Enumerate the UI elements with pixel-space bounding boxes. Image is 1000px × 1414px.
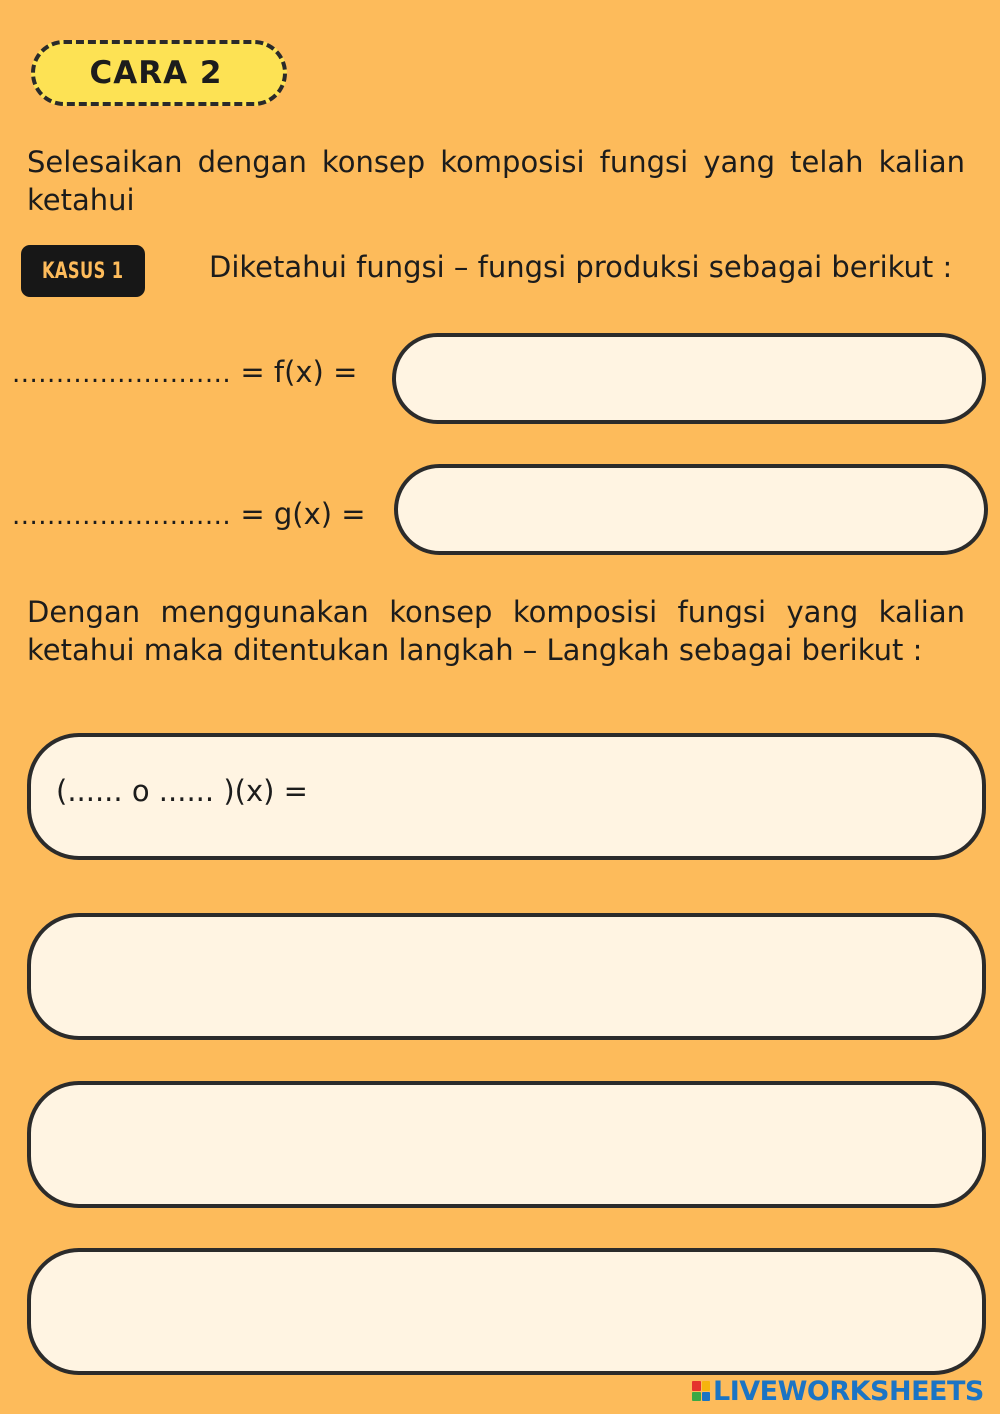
liveworksheets-watermark	[692, 1376, 984, 1406]
function-g-notation: = g(x) =	[231, 497, 366, 531]
title-badge-label: CARA 2	[89, 55, 223, 91]
step-4-box[interactable]	[27, 1248, 986, 1375]
function-g-blank: .........................	[12, 501, 232, 531]
liveworksheets-logo-icon	[692, 1381, 710, 1401]
steps-instruction: Dengan menggunakan konsep komposisi fungsi yang kalian ketahui maka ditentukan langkah – Langkah sebagai berikut :	[27, 595, 965, 667]
intro-instruction: Selesaikan dengan konsep komposisi fungsi yang telah kalian ketahui	[27, 145, 965, 217]
step-3-box[interactable]	[27, 1081, 986, 1208]
case-badge	[21, 245, 145, 297]
function-f-notation: = f(x) =	[231, 355, 358, 389]
function-f-label	[12, 355, 357, 389]
function-f-blank: .........................	[12, 359, 232, 389]
step-2-box[interactable]	[27, 913, 986, 1040]
title-badge	[31, 40, 287, 106]
function-g-answer-box[interactable]	[394, 464, 988, 555]
function-f-answer-box[interactable]	[392, 333, 986, 424]
watermark-text: LIVEWORKSHEETS	[713, 1375, 984, 1407]
case-description: Diketahui fungsi – fungsi produksi sebagai berikut :	[209, 250, 953, 284]
step-1-text: (...... o ...... )(x) =	[56, 774, 308, 808]
function-g-label	[12, 497, 366, 531]
step-1-box[interactable]	[27, 733, 986, 860]
case-badge-label: KASUS 1	[42, 258, 124, 284]
